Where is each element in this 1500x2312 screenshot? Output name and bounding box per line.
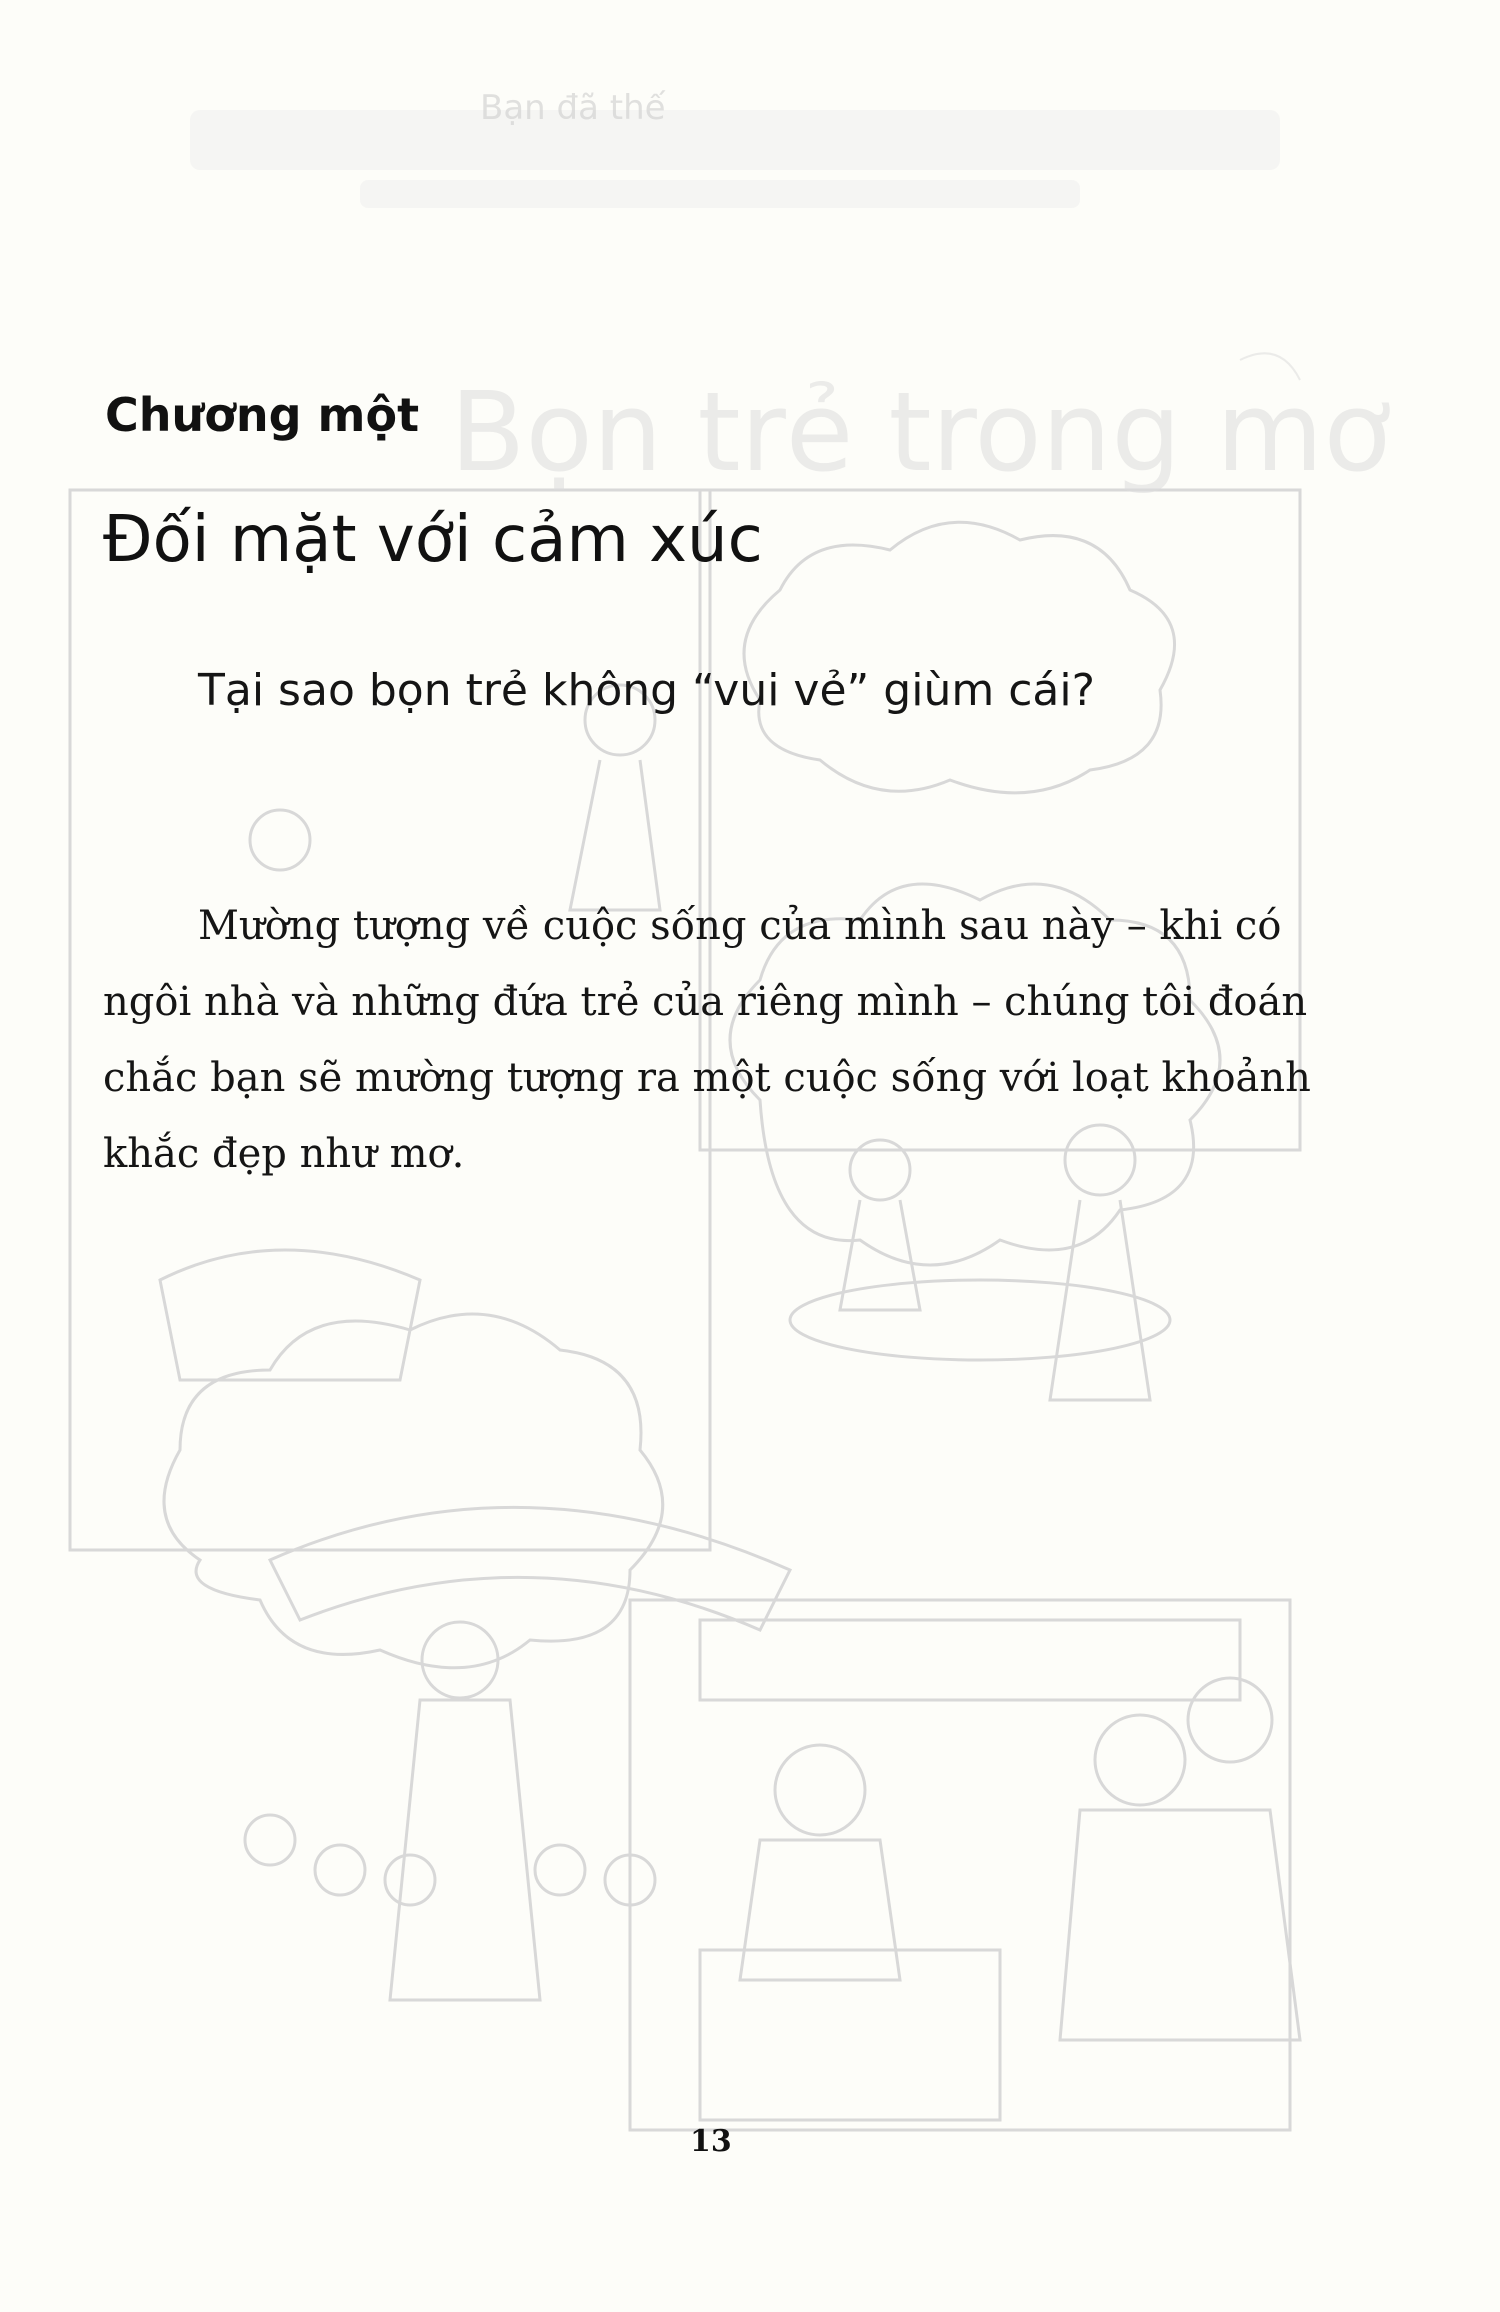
section-title: Tại sao bọn trẻ không “vui vẻ” giùm cái? — [198, 665, 1095, 716]
running-header: Bạn đã thế — [480, 88, 666, 128]
chapter-title: Đối mặt với cảm xúc — [103, 503, 763, 577]
thought-bubble-left — [164, 1314, 663, 1668]
banner-ribbon — [270, 1507, 790, 1630]
subheader-smudge — [360, 180, 1080, 208]
title-lettering-shadow: Bọn trẻ trong mơ — [450, 368, 1391, 496]
body-paragraph: Mường tượng về cuộc sống của mình sau này – khi có ngôi nhà và những đứa trẻ của riêng mình – chúng tôi đoán chắc bạn sẽ mường tượng ra một cuộc sống với loạt khoảnh khắc đẹp như mơ. — [103, 903, 1311, 1177]
panel-bottom-right — [630, 1600, 1290, 2130]
thought-bubble-top — [744, 522, 1175, 793]
sign-board — [700, 1620, 1240, 1700]
page-number: 13 — [690, 2124, 732, 2159]
header-smudge — [190, 110, 1280, 170]
chapter-label: Chương một — [105, 388, 420, 442]
